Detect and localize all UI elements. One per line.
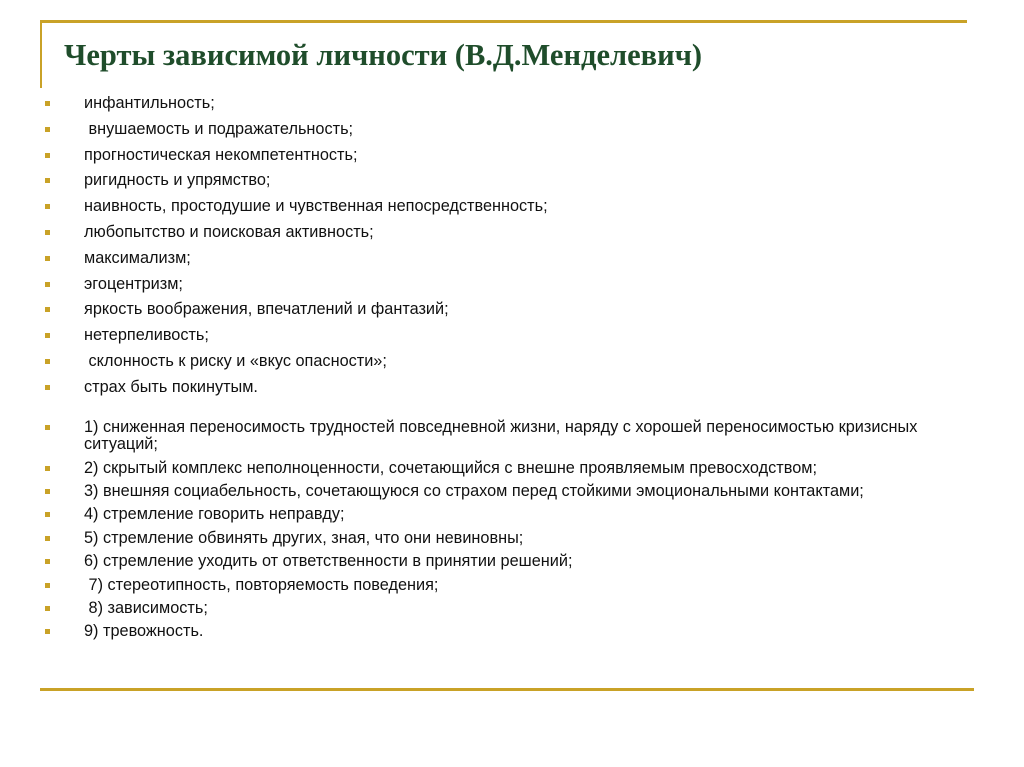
item-text: 4) стремление говорить неправду;: [84, 505, 345, 524]
item-text: 8) зависимость;: [84, 598, 208, 617]
item-text: склонность к риску и «вкус опасности»;: [84, 351, 387, 370]
square-bullet-icon: [45, 425, 50, 430]
list-item: [44, 577, 944, 594]
list-item: [44, 147, 944, 164]
list-item: [44, 553, 944, 570]
square-bullet-icon: [45, 536, 50, 541]
square-bullet-icon: [45, 629, 50, 634]
list-item: [44, 198, 944, 215]
bottom-rule: [40, 688, 974, 691]
top-rule: [40, 20, 967, 23]
square-bullet-icon: [45, 466, 50, 471]
list-item: [44, 121, 944, 138]
square-bullet-icon: [45, 606, 50, 611]
item-text: 7) стереотипность, повторяемость поведения;: [84, 575, 439, 594]
list-item: [44, 506, 944, 523]
item-text: максимализм;: [84, 248, 191, 267]
list-item: [44, 460, 944, 477]
list-item: [44, 327, 944, 344]
list-item: [44, 419, 944, 453]
list-item: [44, 600, 944, 617]
square-bullet-icon: [45, 583, 50, 588]
list-item: [44, 172, 944, 189]
list-item: [44, 95, 944, 112]
square-bullet-icon: [45, 333, 50, 338]
item-text: 3) внешняя социабельность, сочетающуюся со страхом перед стойкими эмоциональными контактами;: [84, 481, 864, 500]
item-text: нетерпеливость;: [84, 326, 209, 345]
square-bullet-icon: [45, 127, 50, 132]
list-item: [44, 353, 944, 370]
list-item: [44, 379, 944, 396]
square-bullet-icon: [45, 230, 50, 235]
slide-title: Черты зависимой личности (В.Д.Менделевич): [64, 38, 703, 72]
list-item: [44, 623, 944, 640]
item-text: внушаемость и подражательность;: [84, 119, 354, 138]
square-bullet-icon: [45, 307, 50, 312]
square-bullet-icon: [45, 204, 50, 209]
traits-list: [44, 95, 944, 405]
square-bullet-icon: [45, 359, 50, 364]
item-text: 2) скрытый комплекс неполноценности, сочетающийся с внешне проявляемым превосходством;: [84, 458, 817, 477]
item-text: страх быть покинутым.: [84, 377, 258, 396]
list-item: [44, 250, 944, 267]
features-list: [44, 419, 944, 647]
square-bullet-icon: [45, 101, 50, 106]
item-text: 5) стремление обвинять других, зная, что они невиновны;: [84, 528, 524, 547]
square-bullet-icon: [45, 385, 50, 390]
item-text: инфантильность;: [84, 94, 215, 112]
square-bullet-icon: [45, 512, 50, 517]
list-item: [44, 276, 944, 293]
list-item: [44, 301, 944, 318]
item-text: любопытство и поисковая активность;: [84, 222, 374, 241]
list-item: [44, 483, 944, 500]
square-bullet-icon: [45, 256, 50, 261]
square-bullet-icon: [45, 178, 50, 183]
square-bullet-icon: [45, 559, 50, 564]
item-text: 1) сниженная переносимость трудностей повседневной жизни, наряду с хорошей переносимостью кризисных ситуаций;: [84, 418, 918, 454]
item-text: эгоцентризм;: [84, 274, 183, 293]
square-bullet-icon: [45, 282, 50, 287]
square-bullet-icon: [45, 153, 50, 158]
list-item: [44, 224, 944, 241]
item-text: 9) тревожность.: [84, 622, 204, 641]
list-item: [44, 530, 944, 547]
square-bullet-icon: [45, 489, 50, 494]
item-text: прогностическая некомпетентность;: [84, 145, 358, 164]
item-text: ригидность и упрямство;: [84, 171, 271, 190]
item-text: яркость воображения, впечатлений и фантазий;: [84, 300, 449, 319]
item-text: наивность, простодушие и чувственная непосредственность;: [84, 197, 548, 216]
left-rule: [40, 20, 42, 88]
item-text: 6) стремление уходить от ответственности в принятии решений;: [84, 552, 573, 571]
